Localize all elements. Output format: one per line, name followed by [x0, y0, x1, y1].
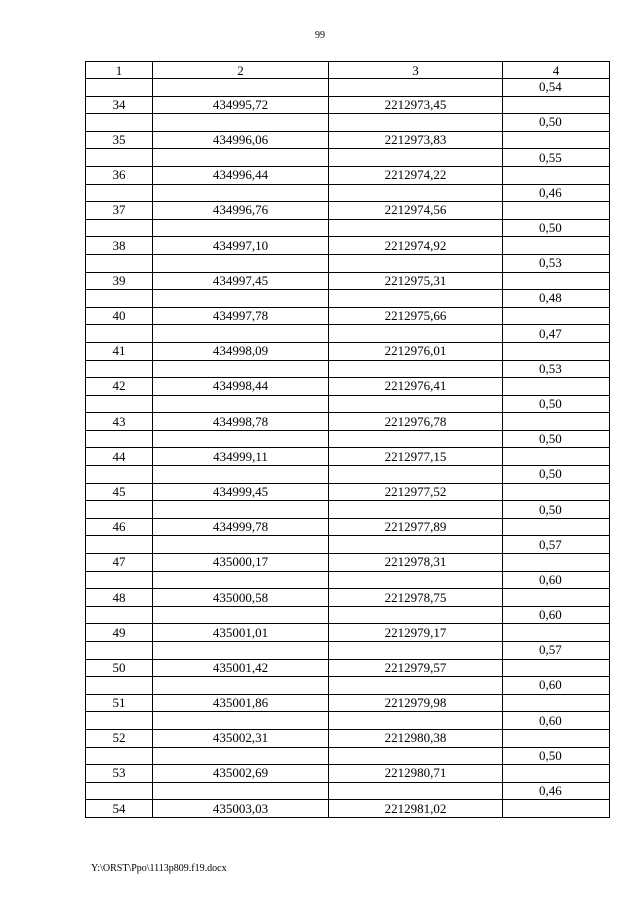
x-coordinate-cell: 434997,78	[153, 307, 329, 325]
distance-cell: 0,60	[503, 606, 610, 624]
coordinates-table	[85, 61, 610, 818]
x-coordinate-cell: 435001,42	[153, 659, 329, 677]
x-coordinate-cell: 434995,72	[153, 96, 329, 114]
distance-row	[86, 712, 610, 730]
y-coordinate-cell: 2212980,38	[329, 729, 503, 747]
distance-row	[86, 677, 610, 695]
distance-row	[86, 747, 610, 765]
distance-cell: 0,60	[503, 712, 610, 730]
table-row	[86, 518, 610, 536]
point-number-cell: 54	[86, 800, 153, 818]
distance-cell: 0,46	[503, 184, 610, 202]
table-row	[86, 237, 610, 255]
header-col-2: 2	[153, 62, 329, 79]
table-row	[86, 448, 610, 466]
table-row	[86, 342, 610, 360]
distance-cell: 0,55	[503, 149, 610, 167]
distance-row	[86, 782, 610, 800]
distance-row	[86, 325, 610, 343]
table-row	[86, 483, 610, 501]
table-row	[86, 554, 610, 572]
x-coordinate-cell: 434998,78	[153, 413, 329, 431]
point-number-cell: 41	[86, 342, 153, 360]
distance-row	[86, 254, 610, 272]
table-row	[86, 131, 610, 149]
y-coordinate-cell: 2212977,89	[329, 518, 503, 536]
x-coordinate-cell: 434996,76	[153, 202, 329, 220]
y-coordinate-cell: 2212976,41	[329, 378, 503, 396]
distance-cell: 0,53	[503, 254, 610, 272]
table-row	[86, 413, 610, 431]
point-number-cell: 36	[86, 166, 153, 184]
y-coordinate-cell: 2212974,92	[329, 237, 503, 255]
table-row	[86, 272, 610, 290]
point-number-cell: 43	[86, 413, 153, 431]
table-body	[86, 79, 610, 818]
table-row	[86, 765, 610, 783]
header-col-4: 4	[503, 62, 610, 79]
distance-row	[86, 395, 610, 413]
distance-row	[86, 536, 610, 554]
distance-cell: 0,53	[503, 360, 610, 378]
x-coordinate-cell: 434998,09	[153, 342, 329, 360]
table-row	[86, 694, 610, 712]
x-coordinate-cell: 435003,03	[153, 800, 329, 818]
distance-cell: 0,46	[503, 782, 610, 800]
header-col-1: 1	[86, 62, 153, 79]
point-number-cell: 51	[86, 694, 153, 712]
point-number-cell: 34	[86, 96, 153, 114]
distance-row	[86, 642, 610, 660]
distance-cell: 0,54	[503, 79, 610, 97]
y-coordinate-cell: 2212979,98	[329, 694, 503, 712]
point-number-cell: 37	[86, 202, 153, 220]
distance-cell: 0,50	[503, 430, 610, 448]
y-coordinate-cell: 2212978,75	[329, 589, 503, 607]
distance-row	[86, 571, 610, 589]
y-coordinate-cell: 2212977,15	[329, 448, 503, 466]
distance-cell: 0,57	[503, 536, 610, 554]
table-row	[86, 96, 610, 114]
y-coordinate-cell: 2212973,45	[329, 96, 503, 114]
point-number-cell: 39	[86, 272, 153, 290]
point-number-cell: 48	[86, 589, 153, 607]
distance-cell: 0,60	[503, 677, 610, 695]
distance-cell: 0,57	[503, 642, 610, 660]
table-row	[86, 800, 610, 818]
table-header-row	[86, 62, 610, 79]
x-coordinate-cell: 434999,78	[153, 518, 329, 536]
distance-cell: 0,60	[503, 571, 610, 589]
point-number-cell: 38	[86, 237, 153, 255]
x-coordinate-cell: 434997,10	[153, 237, 329, 255]
table-row	[86, 624, 610, 642]
y-coordinate-cell: 2212976,01	[329, 342, 503, 360]
table-row	[86, 307, 610, 325]
y-coordinate-cell: 2212981,02	[329, 800, 503, 818]
distance-row	[86, 114, 610, 132]
distance-cell: 0,50	[503, 395, 610, 413]
point-number-cell: 44	[86, 448, 153, 466]
distance-row	[86, 606, 610, 624]
distance-row	[86, 184, 610, 202]
x-coordinate-cell: 435000,17	[153, 554, 329, 572]
point-number-cell: 45	[86, 483, 153, 501]
distance-row	[86, 290, 610, 308]
table-row	[86, 729, 610, 747]
distance-row	[86, 430, 610, 448]
point-number-cell: 53	[86, 765, 153, 783]
x-coordinate-cell: 434996,06	[153, 131, 329, 149]
y-coordinate-cell: 2212976,78	[329, 413, 503, 431]
distance-row	[86, 501, 610, 519]
x-coordinate-cell: 435001,01	[153, 624, 329, 642]
distance-row	[86, 79, 610, 97]
x-coordinate-cell: 434997,45	[153, 272, 329, 290]
point-number-cell: 49	[86, 624, 153, 642]
x-coordinate-cell: 434999,45	[153, 483, 329, 501]
x-coordinate-cell: 434996,44	[153, 166, 329, 184]
y-coordinate-cell: 2212973,83	[329, 131, 503, 149]
distance-row	[86, 360, 610, 378]
distance-cell: 0,50	[503, 747, 610, 765]
distance-cell: 0,50	[503, 219, 610, 237]
y-coordinate-cell: 2212979,17	[329, 624, 503, 642]
point-number-cell: 40	[86, 307, 153, 325]
distance-cell: 0,50	[503, 501, 610, 519]
point-number-cell: 52	[86, 729, 153, 747]
x-coordinate-cell: 435001,86	[153, 694, 329, 712]
x-coordinate-cell: 434999,11	[153, 448, 329, 466]
header-col-3: 3	[329, 62, 503, 79]
table-row	[86, 166, 610, 184]
x-coordinate-cell: 435002,31	[153, 729, 329, 747]
distance-cell: 0,50	[503, 114, 610, 132]
point-number-cell: 50	[86, 659, 153, 677]
table-row	[86, 589, 610, 607]
y-coordinate-cell: 2212975,66	[329, 307, 503, 325]
table-row	[86, 659, 610, 677]
distance-cell: 0,50	[503, 466, 610, 484]
point-number-cell: 47	[86, 554, 153, 572]
y-coordinate-cell: 2212978,31	[329, 554, 503, 572]
point-number-cell: 35	[86, 131, 153, 149]
point-number-cell: 42	[86, 378, 153, 396]
distance-row	[86, 466, 610, 484]
page-number: 99	[315, 30, 325, 41]
distance-row	[86, 149, 610, 167]
x-coordinate-cell: 435000,58	[153, 589, 329, 607]
table-row	[86, 202, 610, 220]
y-coordinate-cell: 2212974,56	[329, 202, 503, 220]
y-coordinate-cell: 2212974,22	[329, 166, 503, 184]
y-coordinate-cell: 2212980,71	[329, 765, 503, 783]
distance-cell: 0,47	[503, 325, 610, 343]
x-coordinate-cell: 435002,69	[153, 765, 329, 783]
y-coordinate-cell: 2212979,57	[329, 659, 503, 677]
footer-file-path: Y:\ORST\Ppo\1113p809.f19.docx	[91, 863, 227, 874]
point-number-cell: 46	[86, 518, 153, 536]
y-coordinate-cell: 2212977,52	[329, 483, 503, 501]
y-coordinate-cell: 2212975,31	[329, 272, 503, 290]
distance-cell: 0,48	[503, 290, 610, 308]
table-row	[86, 378, 610, 396]
distance-row	[86, 219, 610, 237]
x-coordinate-cell: 434998,44	[153, 378, 329, 396]
